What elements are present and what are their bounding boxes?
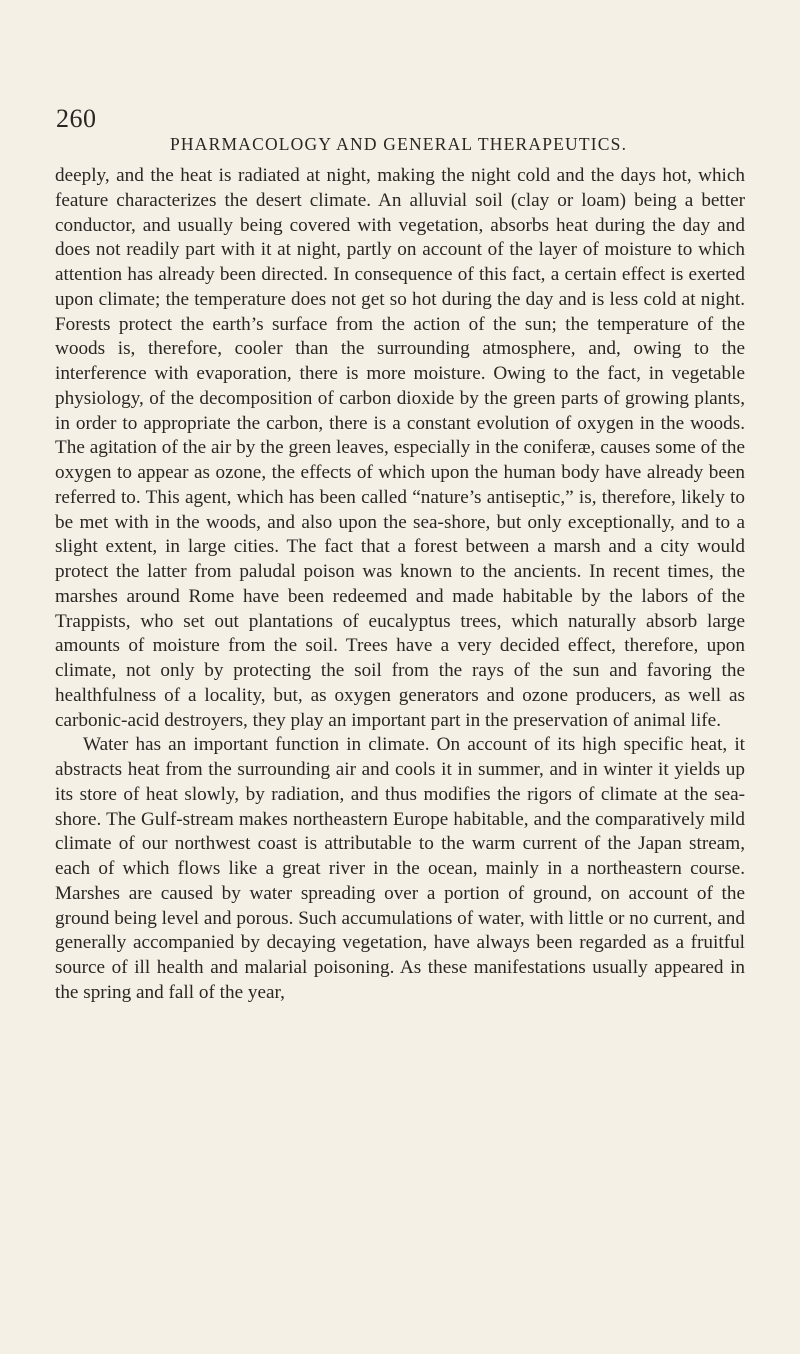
running-head-title: PHARMACOLOGY AND GENERAL THERAPEUTICS.: [170, 134, 628, 154]
page-number: 260: [56, 104, 97, 133]
running-head: [56, 104, 756, 162]
body-text: [55, 164, 745, 1006]
paragraph-water-climate: Water has an important function in climate. On account of its high specific heat, it abstracts heat from the surrounding air and cools it in summer, and in winter it yields up its store of heat slowly, by radiation, and thus modifies the rigors of climate at the sea-shore. The Gulf-stream makes northeastern Europe habitable, and the comparatively mild climate of our northwest coast is attributable to the warm current of the Japan stream, each of which flows like a great river in the ocean, mainly in a northeastern course. Marshes are caused by water spreading over a portion of ground, on account of the ground being level and porous. Such accumulations of water, with little or no current, and generally accompanied by decaying vegetation, have always been regarded as a fruitful source of ill health and malarial poisoning. As these manifestations usually appeared in the spring and fall of the year,: [55, 734, 745, 1003]
paragraph-forests-climate: deeply, and the heat is radiated at night, making the night cold and the days hot, which feature characterizes the desert climate. An alluvial soil (clay or loam) being a better conductor, and usually being covered with vegetation, absorbs heat during the day and does not readily part with it at night, partly on account of the layer of moisture to which attention has already been directed. In consequence of this fact, a certain effect is exerted upon climate; the temperature does not get so hot during the day and is less cold at night. Forests protect the earth’s surface from the action of the sun; the temperature of the woods is, therefore, cooler than the surrounding atmosphere, and, owing to the interference with evaporation, there is more moisture. Owing to the fact, in vegetable physiology, of the decomposition of carbon dioxide by the green parts of growing plants, in order to appropriate the carbon, there is a constant evolution of oxygen in the woods. The agitation of the air by the green leaves, especially in the coniferæ, causes some of the oxygen to appear as ozone, the effects of which upon the human body have already been referred to. This agent, which has been called “nature’s antiseptic,” is, therefore, likely to be met with in the woods, and also upon the sea-shore, but only exceptionally, and to a slight extent, in large cities. The fact that a forest between a marsh and a city would protect the latter from paludal poison was known to the ancients. In recent times, the marshes around Rome have been redeemed and made habitable by the labors of the Trappists, who set out plantations of eucalyptus trees, which naturally absorb large amounts of moisture from the soil. Trees have a very decided effect, therefore, upon climate, not only by protecting the soil from the rays of the sun and favoring the healthfulness of a locality, but, as oxygen generators and ozone producers, as well as carbonic-acid destroyers, they play an important part in the preservation of animal life.: [55, 165, 745, 731]
